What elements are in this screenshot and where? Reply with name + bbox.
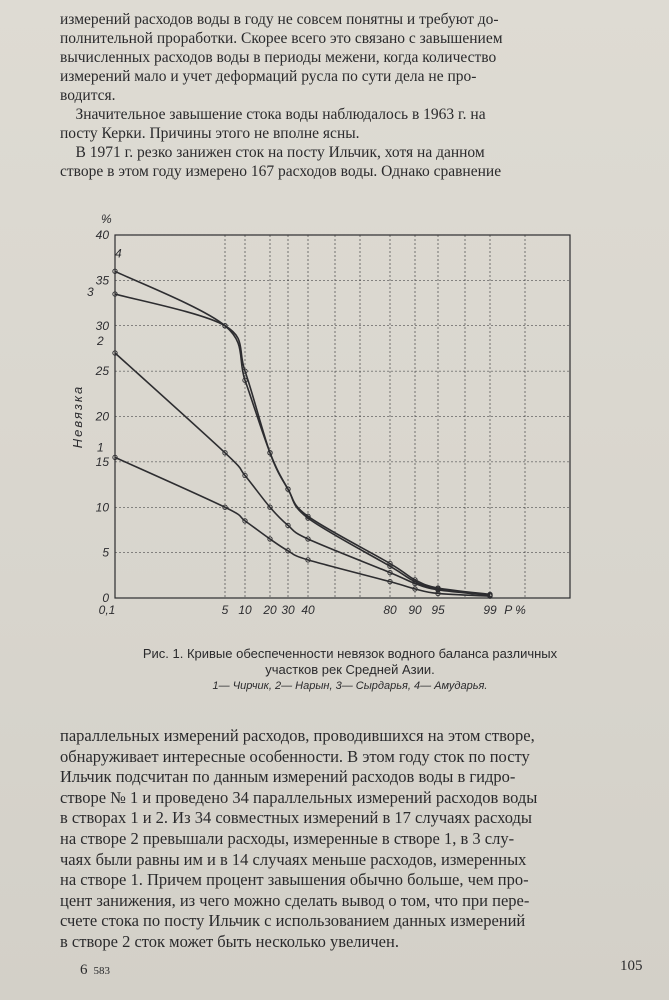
y-tick-label: 25 [95,364,109,379]
caption-line-2: участков рек Средней Азии. [265,662,435,677]
text-line: в створах 1 и 2. Из 34 совместных измерений в 17 случаях расходы [60,808,532,828]
x-tick-label: 30 [281,603,295,617]
curve-1 [115,457,490,596]
footer-number: 6 [80,962,88,978]
x-tick-label: 99 [483,603,497,617]
x-axis-label: P % [504,603,526,617]
x-tick-label: 5 [221,603,229,617]
text-line: счете стока по посту Ильчик с использованием данных измерений [60,911,526,931]
top-paragraph [60,10,620,181]
curve-number-label: 1 [97,440,104,455]
text-line: В 1971 г. резко занижен сток на посту Ильчик, хотя на данном [60,144,485,161]
y-tick-label: 5 [102,545,109,560]
text-line: Ильчик подсчитан по данным измерений расходов воды в гидро- [60,767,516,787]
x-tick-label: 90 [408,603,422,617]
y-tick-label: 0 [102,591,109,605]
chart-grid [115,235,570,598]
figure-caption [80,646,620,694]
x-tick-label: 95 [431,603,445,617]
chart-curves [115,271,490,596]
text-line: створе № 1 и проведено 34 параллельных измерений расходов воды [60,787,538,807]
x-tick-label: 40 [301,603,315,617]
x-tick-label: 80 [383,603,397,617]
text-line: измерений расходов воды в году не совсем понятны и требуют до- [60,11,499,28]
text-line: посту Керки. Причины этого не вполне ясны. [60,125,360,142]
text-line: на створе 2 превышали расходы, измеренные в створе 1, в 3 слу- [60,828,515,848]
y-axis-label: Невязка [70,384,85,449]
curve-number-label: 3 [87,284,94,299]
curve-number-label: 4 [115,246,122,261]
text-line: полнительной проработки. Скорее всего это связано с завышением [60,30,503,47]
figure [70,200,610,620]
y-tick-label: 10 [95,500,109,515]
bottom-paragraph [60,726,640,953]
footer-signature [80,962,110,979]
x-tick-label: 20 [263,603,277,617]
text-line: параллельных измерений расходов, проводившихся на этом створе, [60,726,535,745]
text-line: обнаруживает интересные особенности. В этом году сток по посту [60,746,530,766]
text-line: в створе 2 сток может быть несколько увеличен. [60,931,399,951]
y-tick-label: 15 [95,454,109,469]
curve-4 [115,271,490,595]
text-line: чаях были равны им и в 14 случаях меньше расходов, измеренных [60,849,527,869]
text-line: на створе 1. Причем процент завышения обычно больше, чем про- [60,870,529,890]
text-line: цент занижения, из чего можно сделать вывод о том, что при пере- [60,890,530,910]
text-line: измерений мало и учет деформаций русла по сути дела не про- [60,68,477,85]
text-line: вычисленных расходов воды в периоды межени, когда количество [60,49,497,66]
y-tick-label: 20 [95,409,109,424]
curve-number-label: 2 [97,333,104,348]
curve-3 [115,294,490,594]
page-number: 105 [620,958,643,974]
x-tick-label: 10 [238,603,252,617]
text-line: Значительное завышение стока воды наблюдалось в 1963 г. на [60,106,486,123]
caption-legend: 1— Чирчик, 2— Нарын, 3— Сырдарья, 4— Амударья. [212,680,488,692]
y-unit-label: % [101,212,112,226]
y-tick-label: 40 [95,228,109,242]
y-tick-label: 30 [95,318,109,333]
text-line: створе в этом году измерено 167 расходов воды. Однако сравнение [60,163,502,180]
x-tick-label: 0,1 [98,603,116,617]
text-line: водится. [60,87,116,104]
chart-points [113,269,492,598]
y-tick-label: 35 [95,273,109,288]
signature-mark: 583 [93,965,110,977]
chart-svg [70,200,610,620]
caption-line-1: Рис. 1. Кривые обеспеченности невязок водного баланса различных [142,646,558,661]
